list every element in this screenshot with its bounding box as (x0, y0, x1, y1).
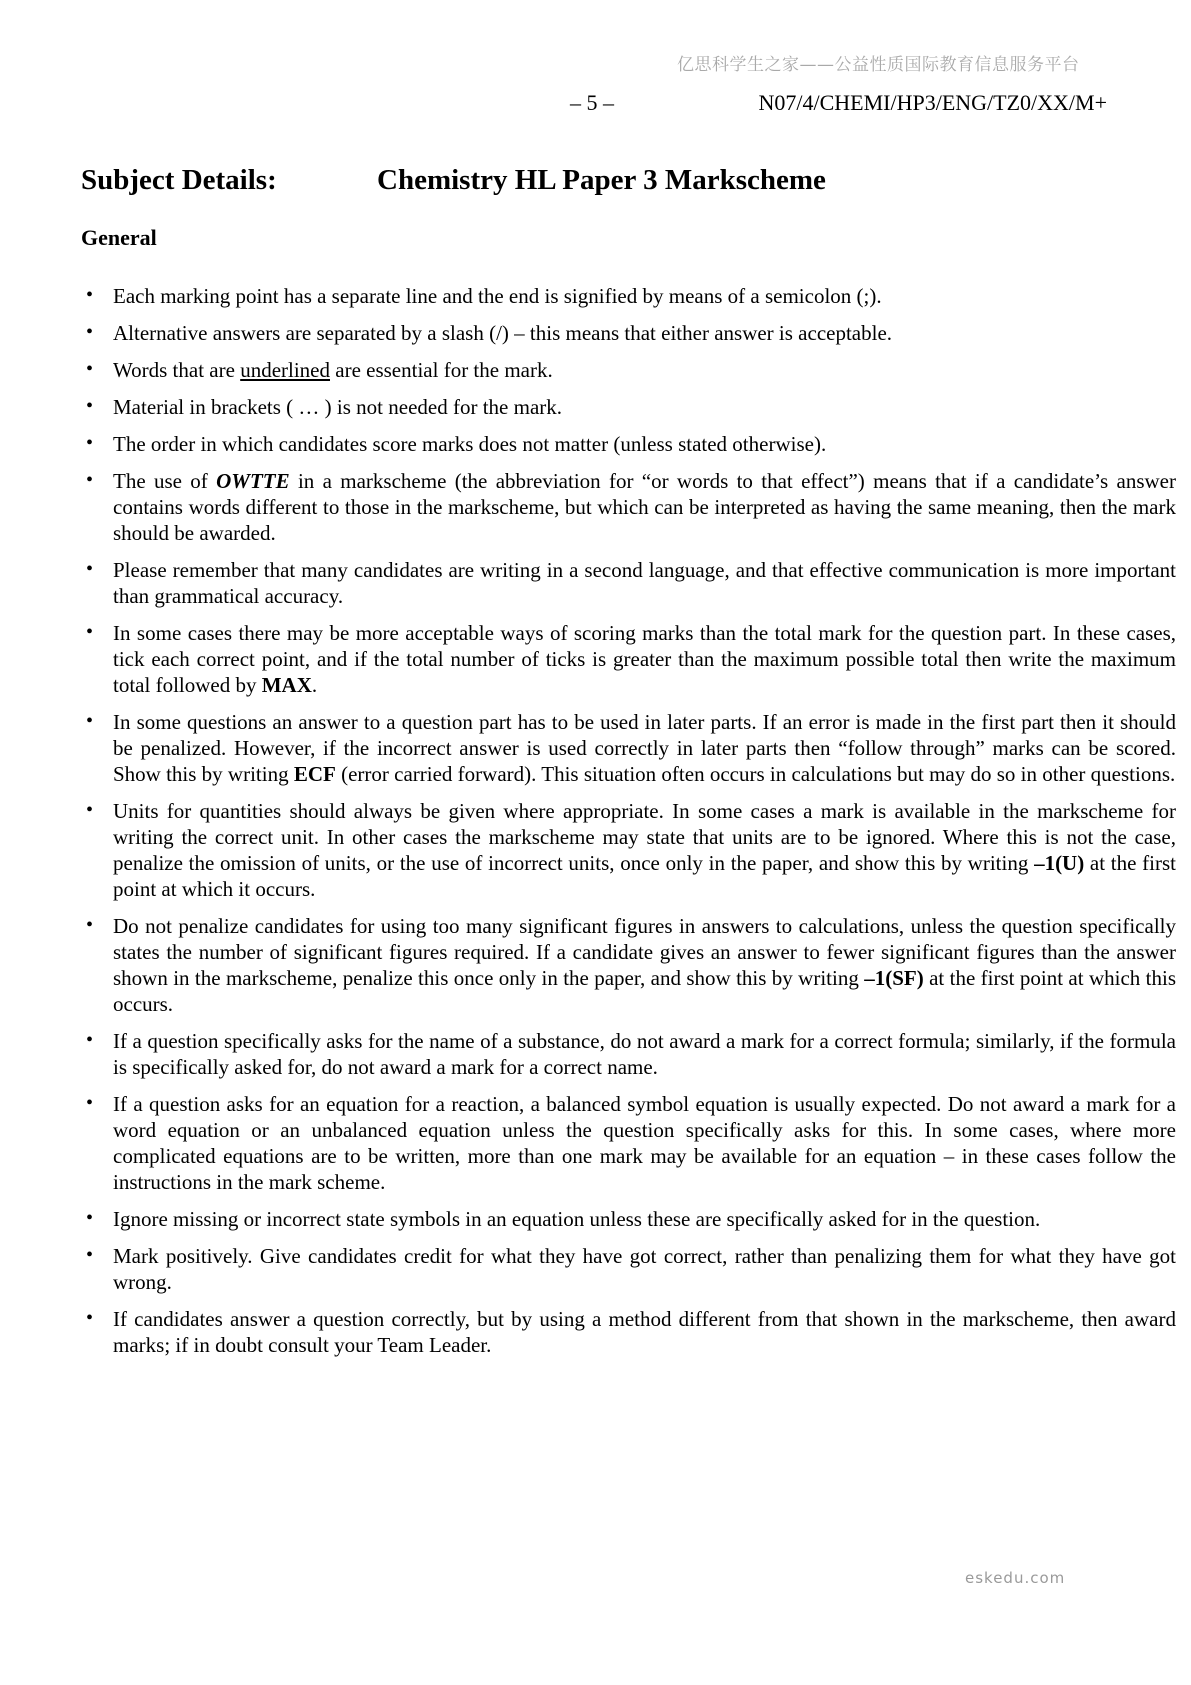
bullet-segment: The order in which candidates score marks does not matter (unless stated otherwise). (113, 432, 827, 456)
footer-watermark-text: eskedu.com (965, 1569, 1066, 1587)
bullet-segment-bold: MAX (261, 673, 312, 697)
bullet-segment: are essential for the mark. (330, 358, 553, 382)
title-row (81, 164, 826, 197)
bullet-segment: In some cases there may be more acceptable ways of scoring marks than the total mark for the question part. In these cases, tick each correct point, and if the total number of ticks is greater than the maximum possible total then write the maximum total followed by (113, 621, 1176, 697)
bullet-segment: In some questions an answer to a question part has to be used in later parts. If an error is made in the first part then it should be penalized. However, if the incorrect answer is used correctly in later parts then “follow through” marks can be scored. Show this by writing (113, 710, 1176, 786)
bullet-segment: Mark positively. Give candidates credit for what they have got correct, rather than penalizing them for what they have got wrong. (113, 1244, 1176, 1294)
bullet-item (83, 1091, 1176, 1195)
bullet-segment: in a markscheme (the abbreviation for “or words to that effect”) means that if a candidate’s answer contains words different to those in the markscheme, but which can be interpreted as having the same meaning, then the mark should be awarded. (113, 469, 1176, 545)
subject-details-label: Subject Details: (81, 164, 277, 196)
bullet-segment-bold: –1(SF) (864, 966, 924, 990)
bullet-segment: The use of (113, 469, 217, 493)
bullet-item (83, 357, 1176, 383)
bullet-segment: (error carried forward). This situation often occurs in calculations but may do so in other questions. (335, 762, 1176, 786)
bullet-segment: Please remember that many candidates are writing in a second language, and that effective communication is more important than grammatical accuracy. (113, 558, 1176, 608)
bullet-item (83, 431, 1176, 457)
bullet-segment: Alternative answers are separated by a slash (/) – this means that either answer is acceptable. (113, 321, 893, 345)
bullet-item (83, 1206, 1176, 1232)
bullet-segment-bold: –1(U) (1034, 851, 1085, 875)
bullet-item (83, 798, 1176, 902)
bullet-item (83, 1028, 1176, 1080)
bullet-segment-underline: underlined (240, 358, 330, 382)
bullet-segment: Material in brackets ( … ) is not needed for the mark. (113, 395, 563, 419)
bullet-segment: Units for quantities should always be given where appropriate. In some cases a mark is available in the markscheme for writing the correct unit. In other cases the markscheme may state that units are to be ignored. Where this is not the case, penalize the omission of units, or the use of incorrect units, once only in the paper, and show this by writing (113, 799, 1176, 875)
bullet-item (83, 1243, 1176, 1295)
bullet-item (83, 468, 1176, 546)
paper-code: N07/4/CHEMI/HP3/ENG/TZ0/XX/M+ (758, 90, 1107, 115)
bullet-segment: If a question asks for an equation for a reaction, a balanced symbol equation is usually expected. Do not award a mark for a word equation or an unbalanced equation unless the question specifically asks for this. In some cases, where more complicated equations are to be written, more than one mark may be available for an equation – in these cases follow the instructions in the mark scheme. (113, 1092, 1176, 1194)
bullet-item (83, 283, 1176, 309)
section-heading-general: General (81, 225, 157, 250)
bullet-item (83, 1306, 1176, 1358)
bullet-segment-bold: ECF (293, 762, 336, 786)
bullet-segment: If candidates answer a question correctly, but by using a method different from that shown in the markscheme, then award marks; if in doubt consult your Team Leader. (113, 1307, 1176, 1357)
bullet-segment: Each marking point has a separate line and the end is signified by means of a semicolon (;). (113, 284, 882, 308)
bullet-segment: Ignore missing or incorrect state symbols in an equation unless these are specifically asked for in the question. (113, 1207, 1041, 1231)
bullet-segment: Words that are (113, 358, 241, 382)
bullet-item (83, 620, 1176, 698)
page-number: – 5 – (570, 90, 614, 115)
bullet-segment: If a question specifically asks for the name of a substance, do not award a mark for a correct formula; similarly, if the formula is specifically asked for, do not award a mark for a correct name. (113, 1029, 1176, 1079)
bullet-item (83, 557, 1176, 609)
bullet-list (83, 283, 1176, 1369)
bullet-segment: . (311, 673, 318, 697)
bullet-segment: at the first point at which it occurs. (113, 851, 1176, 901)
bullet-item (83, 913, 1176, 1017)
bullet-item (83, 709, 1176, 787)
bullet-item (83, 320, 1176, 346)
bullet-segment: Do not penalize candidates for using too many significant figures in answers to calculations, unless the question specifically states the number of significant figures required. If a candidate gives an answer to fewer significant figures than the answer shown in the markscheme, penalize this once only in the paper, and show this by writing (113, 914, 1176, 990)
bullet-segment: at the first point at which this occurs. (113, 966, 1176, 1016)
top-watermark-text: 亿思科学生之家——公益性质国际教育信息服务平台 (677, 55, 1080, 75)
bullet-item (83, 394, 1176, 420)
bullet-segment-bold-italic: OWTTE (216, 469, 290, 493)
page-title: Chemistry HL Paper 3 Markscheme (377, 164, 826, 196)
